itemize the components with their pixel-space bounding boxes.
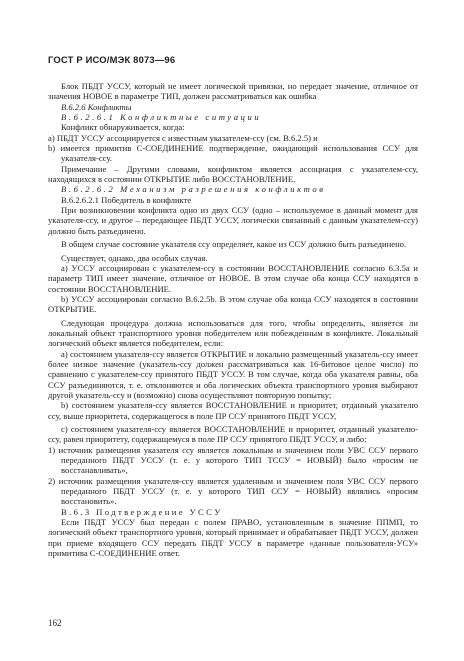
section-heading: B.6.2.6.2.1 Победитель в конфликте — [61, 194, 192, 205]
page-number: 162 — [48, 618, 62, 628]
list-item: a) ПБДТ УССУ ассоциируется с известным указателем-ссу (см. B.6.2.5) и — [48, 132, 318, 143]
paragraph: Конфликт обнаруживается, когда: — [61, 122, 185, 133]
list-item: a) состоянием указателя-ссу является ОТКРЫТИЕ и локально размещенный указатель-ссу имеет более низкое значение (указатель-ссу должен рассматриваться как 16-битовое целое число) по сравнению с указателем-ссу принятого ПБДТ УССУ. В том случае, когда оба указателя равны, оба ССУ разъединяются, т. е. отклоняются и оба логических объекта транспортного уровня выбирают другой указатель-ссу и (возможно) снова осуществляют повторную попытку; — [48, 348, 418, 400]
document-header: ГОСТ Р ИСО/МЭК 8073—96 — [48, 54, 176, 65]
list-item: b) УССУ ассоциирован согласно B.6.2.5b. В этом случае оба конца ССУ находятся в состоянии ОТКРЫТИЕ. — [48, 293, 418, 315]
list-item: b) имеется примитив С-СОЕДИНЕНИЕ подтверждение, ожидающий использования ССУ для указателя-ссу. — [48, 143, 418, 164]
section-heading: B.6.3 Подтверждение УССУ — [61, 506, 223, 517]
section-heading: B.6.2.6.1 Конфликтные ситуации — [61, 112, 262, 123]
list-item: a) УССУ ассоциирован с указателем-ссу в состоянии ВОССТАНОВЛЕНИЕ согласно 6.3.5а и параметр ТИП имеет значение, отличное от НОВОЕ. В этом случае оба конца ССУ находятся в состоянии ВОССТАНОВЛЕНИЕ. — [48, 262, 418, 294]
paragraph: При возникновении конфликта одно из двух ССУ (одно – используемое в данный момент для указателя-ссу, и другое – передающее ПБДТ УССУ, логически связанный с данным указателем-ссу) должно быть разъединено. — [48, 205, 418, 236]
list-item: c) состоянием указателя-ссу является ВОССТАНОВЛЕНИЕ и приоритет, отданный указателю-ссу, равен приоритету, содержащемуся в поле ПР ССУ принятого ПБДТ УССУ, и либо: — [48, 424, 418, 445]
paragraph: Блок ПБДТ УССУ, который не имеет логической привязки, но передает значение, отличное от значения НОВОЕ в параметре ТИП, должен рассматриваться как ошибка — [48, 81, 418, 102]
paragraph: Существует, однако, два особых случая. — [61, 252, 208, 263]
list-item: 2) источник размещения указателя-ссу является удаленным и значением поля УВС ССУ первого переданного ПБДТ УССУ (т. е. у которого ТИП ССУ = НОВЫЙ) являлись «просим восстановить». — [48, 475, 418, 507]
paragraph: В общем случае состояние указателя ссу определяет, какое из ССУ должно быть разъединено. — [61, 239, 407, 250]
note: Примечание – Другими словами, конфликтом является ассоциация с указателем-ссу, находящихся в состоянии ОТКРЫТИЕ либо ВОССТАНОВЛЕНИЕ. — [48, 163, 418, 185]
paragraph: Следующая процедура должна использоваться для того, чтобы определить, является ли локальный объект транспортного уровня победителем или побежденным в конфликте. Локальный логический объект является победителем, если: — [48, 317, 418, 349]
list-item: b) состоянием указателя-ссу является ВОССТАНОВЛЕНИЕ и приоритет, отданный указателю ссу, выше приоритета, содержащегося в поле ПР ССУ принятого ПБДТ УССУ, — [48, 400, 418, 421]
list-item: 1) источник размещения указателя ссу является локальным и значением поли УВС ССУ первого переданного ПБДТ УССУ (т. е. у которого ТИП ТССУ = НОВЫЙ) было «просим не восстанавливать», — [48, 444, 418, 476]
document-body — [48, 81, 418, 558]
section-heading: B.6.2.6 Конфликты — [61, 101, 132, 112]
section-heading: B.6.2.6.2 Механизм разрешения конфликтов — [61, 184, 326, 195]
paragraph: Если ПБДТ УССУ был передан с полем ПРАВО, установленным в значение ППМП, то логический объект транспортного уровня, который принимает и обрабатывает ПБДТ УССУ, должен при приеме входящего ССУ передать ПБДТ УССУ в параметре «данные пользователя-УСУ» примитива С-СОЕДИНЕНИЕ ответ. — [48, 517, 418, 559]
